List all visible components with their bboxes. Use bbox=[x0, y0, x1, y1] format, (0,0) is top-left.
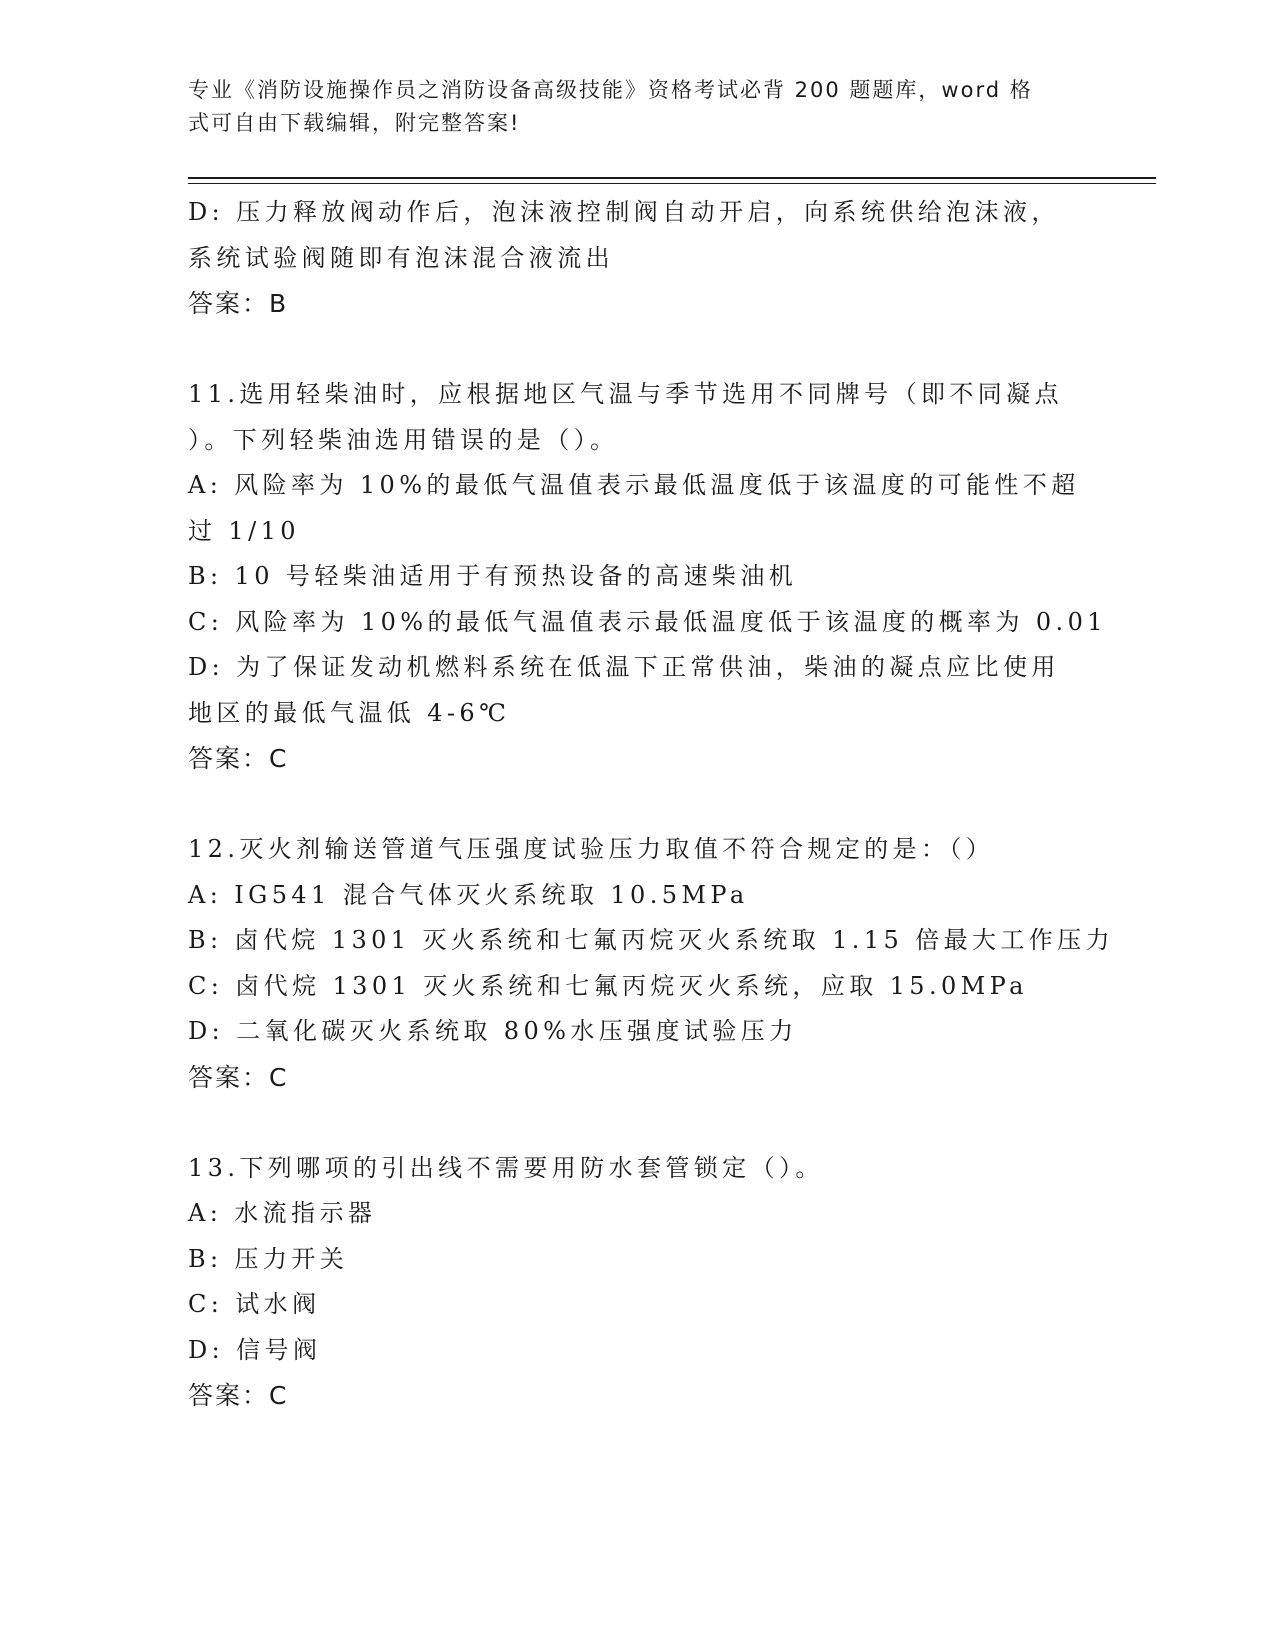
option-b: B: 压力开关 bbox=[188, 1244, 349, 1273]
spacer bbox=[188, 1100, 1088, 1146]
question-block-prev bbox=[188, 190, 1088, 327]
option-d: D: 为了保证发动机燃料系统在低温下正常供油，柴油的凝点应比使用 bbox=[188, 653, 1060, 681]
answer-line: 答案：C bbox=[188, 744, 289, 773]
option-a: A: IG541 混合气体灭火系统取 10.5MPa bbox=[188, 880, 749, 909]
option-d-continued: 地区的最低气温低 4-6℃ bbox=[188, 698, 511, 727]
option-d-continued: 系统试验阀随即有泡沫混合液流出 bbox=[188, 243, 614, 272]
spacer bbox=[188, 782, 1088, 828]
question-stem: 12.灭火剂输送管道气压强度试验压力取值不符合规定的是：（） bbox=[188, 835, 995, 863]
option-c: C: 卤代烷 1301 灭火系统和七氟丙烷灭火系统，应取 15.0MPa bbox=[188, 971, 1028, 1000]
option-b: B: 卤代烷 1301 灭火系统和七氟丙烷灭火系统取 1.15 倍最大工作压力 bbox=[188, 926, 1114, 954]
option-a: A: 风险率为 10%的最低气温值表示最低温度低于该温度的可能性不超 bbox=[188, 471, 1080, 499]
header-line-2: 式可自由下载编辑，附完整答案! bbox=[188, 111, 521, 135]
question-stem: 11.选用轻柴油时，应根据地区气温与季节选用不同牌号（即不同凝点 bbox=[188, 380, 1063, 408]
option-a: A: 水流指示器 bbox=[188, 1199, 377, 1227]
question-stem: 13.下列哪项的引出线不需要用防水套管锁定（）。 bbox=[188, 1153, 824, 1182]
option-b: B: 10 号轻柴油适用于有预热设备的高速柴油机 bbox=[188, 562, 798, 590]
option-a-continued: 过 1/10 bbox=[188, 516, 300, 545]
header-line-1: 专业《消防设施操作员之消防设备高级技能》资格考试必背 200 题题库，word 格 bbox=[188, 78, 1033, 102]
option-d: D: 信号阀 bbox=[188, 1335, 322, 1364]
question-list bbox=[188, 190, 1114, 1419]
option-d: D: 二氧化碳灭火系统取 80%水压强度试验压力 bbox=[188, 1017, 798, 1045]
question-stem-continued: ）。下列轻柴油选用错误的是（）。 bbox=[188, 425, 619, 454]
spacer bbox=[188, 327, 1088, 373]
question-block-12 bbox=[188, 827, 1114, 1100]
header-divider-thick bbox=[188, 177, 1156, 179]
option-c: C: 试水阀 bbox=[188, 1290, 321, 1318]
answer-line: 答案：C bbox=[188, 1381, 289, 1410]
answer-line: 答案：B bbox=[188, 289, 289, 318]
header-divider-thin bbox=[188, 183, 1156, 184]
question-block-13 bbox=[188, 1146, 1088, 1419]
option-d: D: 压力释放阀动作后，泡沫液控制阀自动开启，向系统供给泡沫液， bbox=[188, 198, 1060, 226]
option-c: C: 风险率为 10%的最低气温值表示最低温度低于该温度的概率为 0.01 bbox=[188, 607, 1107, 636]
answer-line: 答案：C bbox=[188, 1062, 289, 1092]
question-block-11 bbox=[188, 372, 1107, 782]
document-header bbox=[188, 74, 1068, 140]
